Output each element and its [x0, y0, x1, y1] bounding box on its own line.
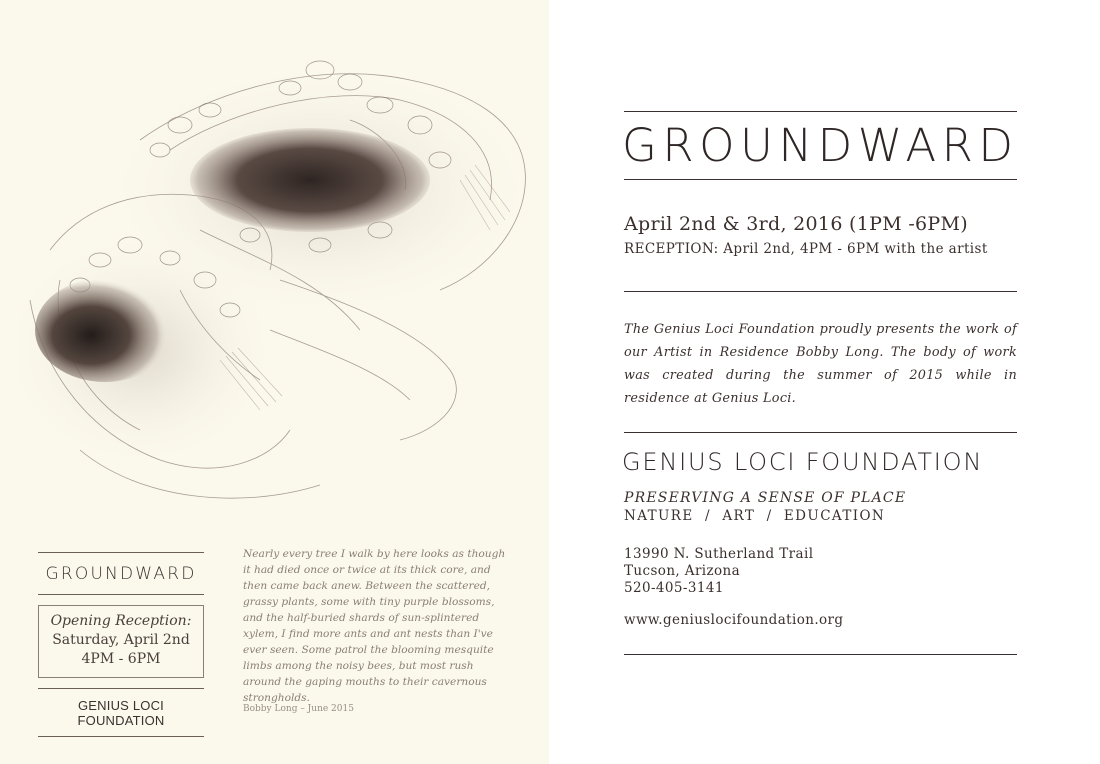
reception-label: Opening Reception: [50, 613, 192, 629]
address-street: 13990 N. Sutherland Trail [624, 546, 814, 562]
reception-info: RECEPTION: April 2nd, 4PM - 6PM with the artist [624, 241, 988, 257]
card-bottom-rule [38, 736, 204, 737]
card-foundation-name: GENIUS LOCI FOUNDATION [77, 698, 165, 728]
address-city: Tucson, Arizona [624, 563, 741, 579]
exhibition-description: The Genius Loci Foundation proudly presents the work of our Artist in Residence Bobby Long. The body of work was created during the summer of 2015 while in residence at Genius Loci. [624, 322, 1017, 406]
card-top-rule [38, 552, 204, 553]
website-link[interactable]: www.geniuslocifoundation.org [624, 612, 844, 628]
dates-rule [624, 291, 1017, 292]
card-title-rule [38, 594, 204, 595]
description-rule [624, 432, 1017, 433]
footer-rule [624, 654, 1017, 655]
foundation-tagline: PRESERVING A SENSE OF PLACE [624, 490, 907, 506]
foundation-name: GENIUS LOCI FOUNDATION [622, 448, 984, 476]
reception-box [38, 605, 204, 678]
quote-credit: Bobby Long – June 2015 [243, 704, 354, 714]
title-top-rule [624, 111, 1017, 112]
artist-quote: Nearly every tree I walk by here looks as though it had died once or twice at its thick core, and then came back anew. Between the scattered, grassy plants, some with tiny purple blossoms, and the half-buried shards of sun-splintered xylem, I find more ants and ant nests than I've ever seen. Some patrol the blooming mesquite limbs among the noisy bees, but most rush around the gaping mouths to their cavernous strongholds. [243, 548, 506, 704]
card-foundation-rule [38, 688, 204, 689]
left-panel [0, 0, 549, 764]
title-bottom-rule [624, 179, 1017, 180]
reception-date: Saturday, April 2nd [52, 632, 190, 648]
phone-number: 520-405-3141 [624, 580, 724, 596]
reception-time: 4PM - 6PM [81, 651, 161, 667]
ant-nest-drawing [20, 30, 540, 530]
exhibition-title: GROUNDWARD [622, 119, 1019, 172]
event-card [38, 552, 204, 737]
card-title: GROUNDWARD [45, 564, 197, 584]
foundation-address [624, 546, 813, 597]
foundation-pillars: NATURE / ART / EDUCATION [624, 508, 886, 524]
exhibition-dates: April 2nd & 3rd, 2016 (1PM -6PM) [624, 213, 968, 235]
